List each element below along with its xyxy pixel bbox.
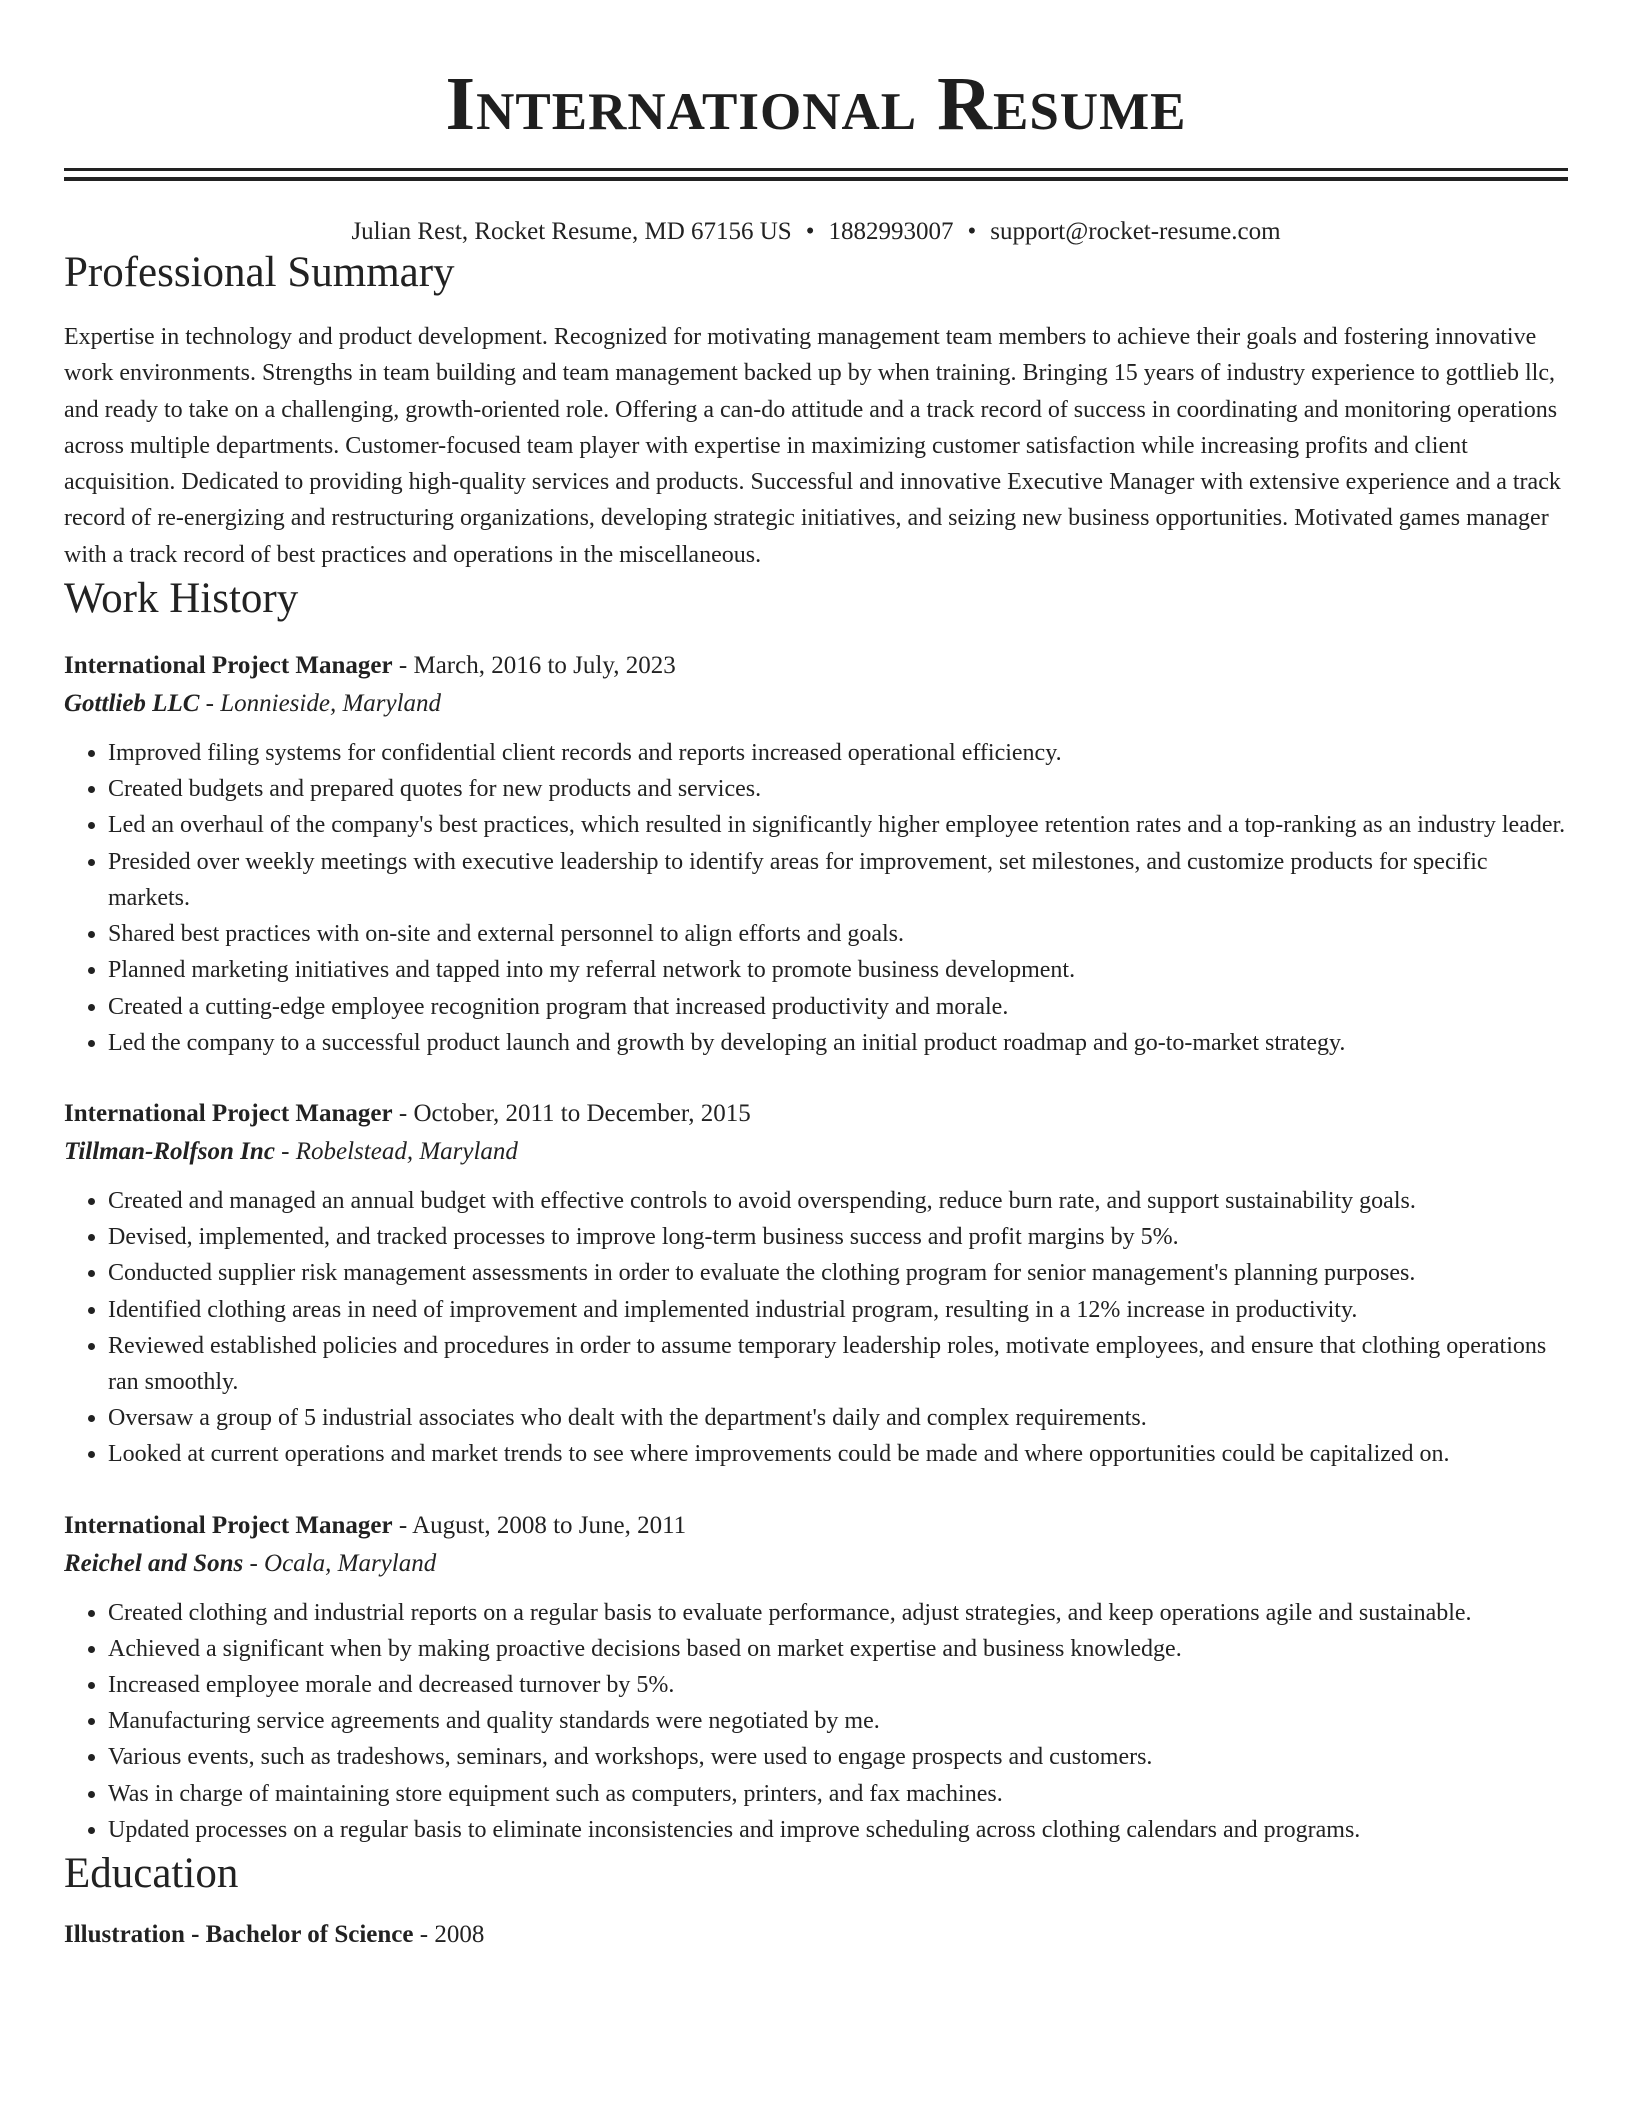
job-title-line — [64, 1095, 1568, 1133]
job-bullet: • Conducted supplier risk management assessments in order to evaluate the clothing program for senior management's planning purposes. — [108, 1255, 1568, 1291]
contact-separator: • — [967, 218, 977, 245]
job-title: International Project Manager — [64, 1511, 393, 1539]
job-entry — [64, 1507, 1568, 1848]
job-title-line — [64, 1507, 1568, 1545]
job-bullet: • Created and managed an annual budget with effective controls to avoid overspending, reduce burn rate, and support sustainability goals. — [108, 1183, 1568, 1219]
job-bullet: • Led an overhaul of the company's best practices, which resulted in significantly higher employee retention rates and a top-ranking as an industry leader. — [108, 807, 1568, 843]
work-history-heading: Work History — [64, 575, 299, 623]
education-entry — [64, 1916, 1568, 1954]
contact-email: support@rocket-resume.com — [990, 218, 1281, 245]
job-bullet: • Various events, such as tradeshows, seminars, and workshops, were used to engage prospects and customers. — [108, 1739, 1568, 1775]
job-bullets — [64, 735, 1568, 1061]
job-bullet: • Led the company to a successful product launch and growth by developing an initial product roadmap and go-to-market strategy. — [108, 1025, 1568, 1061]
job-title: International Project Manager — [64, 652, 393, 680]
job-bullets — [64, 1595, 1568, 1848]
job-bullet: • Achieved a significant when by making proactive decisions based on market expertise and business knowledge. — [108, 1631, 1568, 1667]
title-divider-bottom — [64, 177, 1568, 181]
job-bullet: • Devised, implemented, and tracked processes to improve long-term business success and profit margins by 5%. — [108, 1219, 1568, 1255]
job-company: Gottlieb LLC — [64, 690, 200, 718]
job-entry — [64, 647, 1568, 1061]
job-bullet: • Planned marketing initiatives and tapped into my referral network to promote business development. — [108, 952, 1568, 988]
job-company-line — [64, 1133, 1568, 1171]
education-heading: Education — [64, 1849, 239, 1897]
job-bullet: • Created a cutting-edge employee recognition program that increased productivity and morale. — [108, 989, 1568, 1025]
job-bullet: • Identified clothing areas in need of improvement and implemented industrial program, resulting in a 12% increase in productivity. — [108, 1292, 1568, 1328]
job-bullets — [64, 1183, 1568, 1473]
job-dates: - August, 2008 to June, 2011 — [392, 1511, 687, 1539]
job-dates: - October, 2011 to December, 2015 — [392, 1099, 751, 1127]
contact-address: Julian Rest, Rocket Resume, MD 67156 US — [351, 218, 792, 245]
job-bullet: • Presided over weekly meetings with executive leadership to identify areas for improvement, set milestones, and customize products for specific markets. — [108, 844, 1568, 916]
education-year: - 2008 — [413, 1920, 485, 1948]
job-bullet: • Improved filing systems for confidential client records and reports increased operational efficiency. — [108, 735, 1568, 771]
job-bullet: • Looked at current operations and market trends to see where improvements could be made and where opportunities could be capitalized on. — [108, 1436, 1568, 1472]
contact-line — [64, 217, 1568, 247]
contact-separator: • — [805, 218, 815, 245]
job-location: - Robelstead, Maryland — [274, 1137, 518, 1165]
job-company-line — [64, 685, 1568, 723]
job-company: Tillman-Rolfson Inc — [64, 1137, 275, 1165]
job-bullet: • Reviewed established policies and procedures in order to assume temporary leadership roles, motivate employees, and ensure that clothing operations ran smoothly. — [108, 1328, 1568, 1400]
job-bullet: • Manufacturing service agreements and quality standards were negotiated by me. — [108, 1703, 1568, 1739]
job-location: - Ocala, Maryland — [243, 1549, 437, 1577]
job-bullet: • Increased employee morale and decreased turnover by 5%. — [108, 1667, 1568, 1703]
resume-title: International Resume — [445, 62, 1187, 146]
job-title: International Project Manager — [64, 1099, 393, 1127]
contact-phone: 1882993007 — [828, 218, 954, 245]
job-company-line — [64, 1545, 1568, 1583]
job-entry — [64, 1095, 1568, 1473]
job-company: Reichel and Sons — [64, 1549, 244, 1577]
job-bullet: • Oversaw a group of 5 industrial associates who dealt with the department's daily and complex requirements. — [108, 1400, 1568, 1436]
job-dates: - March, 2016 to July, 2023 — [392, 652, 676, 680]
summary-text: Expertise in technology and product development. Recognized for motivating management team members to achieve their goals and fostering innovative work environments. Strengths in team building and team management backed up by when training. Bringing 15 years of industry experience to gottlieb llc, and ready to take on a challenging, growth-oriented role. Offering a can-do attitude and a track record of success in coordinating and monitoring operations across multiple departments. Customer-focused team player with expertise in maximizing customer satisfaction while increasing profits and client acquisition. Dedicated to providing high-quality services and products. Successful and innovative Executive Manager with extensive experience and a track record of re-energizing and restructuring organizations, developing strategic initiatives, and seizing new business opportunities. Motivated games manager with a track record of best practices and operations in the miscellaneous. — [64, 324, 1561, 568]
title-divider-top — [64, 168, 1568, 171]
job-bullet: • Created budgets and prepared quotes for new products and services. — [108, 771, 1568, 807]
summary-heading: Professional Summary — [64, 249, 455, 296]
job-bullet: • Updated processes on a regular basis to eliminate inconsistencies and improve scheduling across clothing calendars and programs. — [108, 1812, 1568, 1848]
job-location: - Lonnieside, Maryland — [199, 690, 442, 718]
job-bullet: • Was in charge of maintaining store equipment such as computers, printers, and fax machines. — [108, 1776, 1568, 1812]
education-degree: Illustration - Bachelor of Science — [64, 1920, 414, 1948]
job-bullet: • Shared best practices with on-site and external personnel to align efforts and goals. — [108, 916, 1568, 952]
job-title-line — [64, 647, 1568, 685]
job-bullet: • Created clothing and industrial reports on a regular basis to evaluate performance, adjust strategies, and keep operations agile and sustainable. — [108, 1595, 1568, 1631]
